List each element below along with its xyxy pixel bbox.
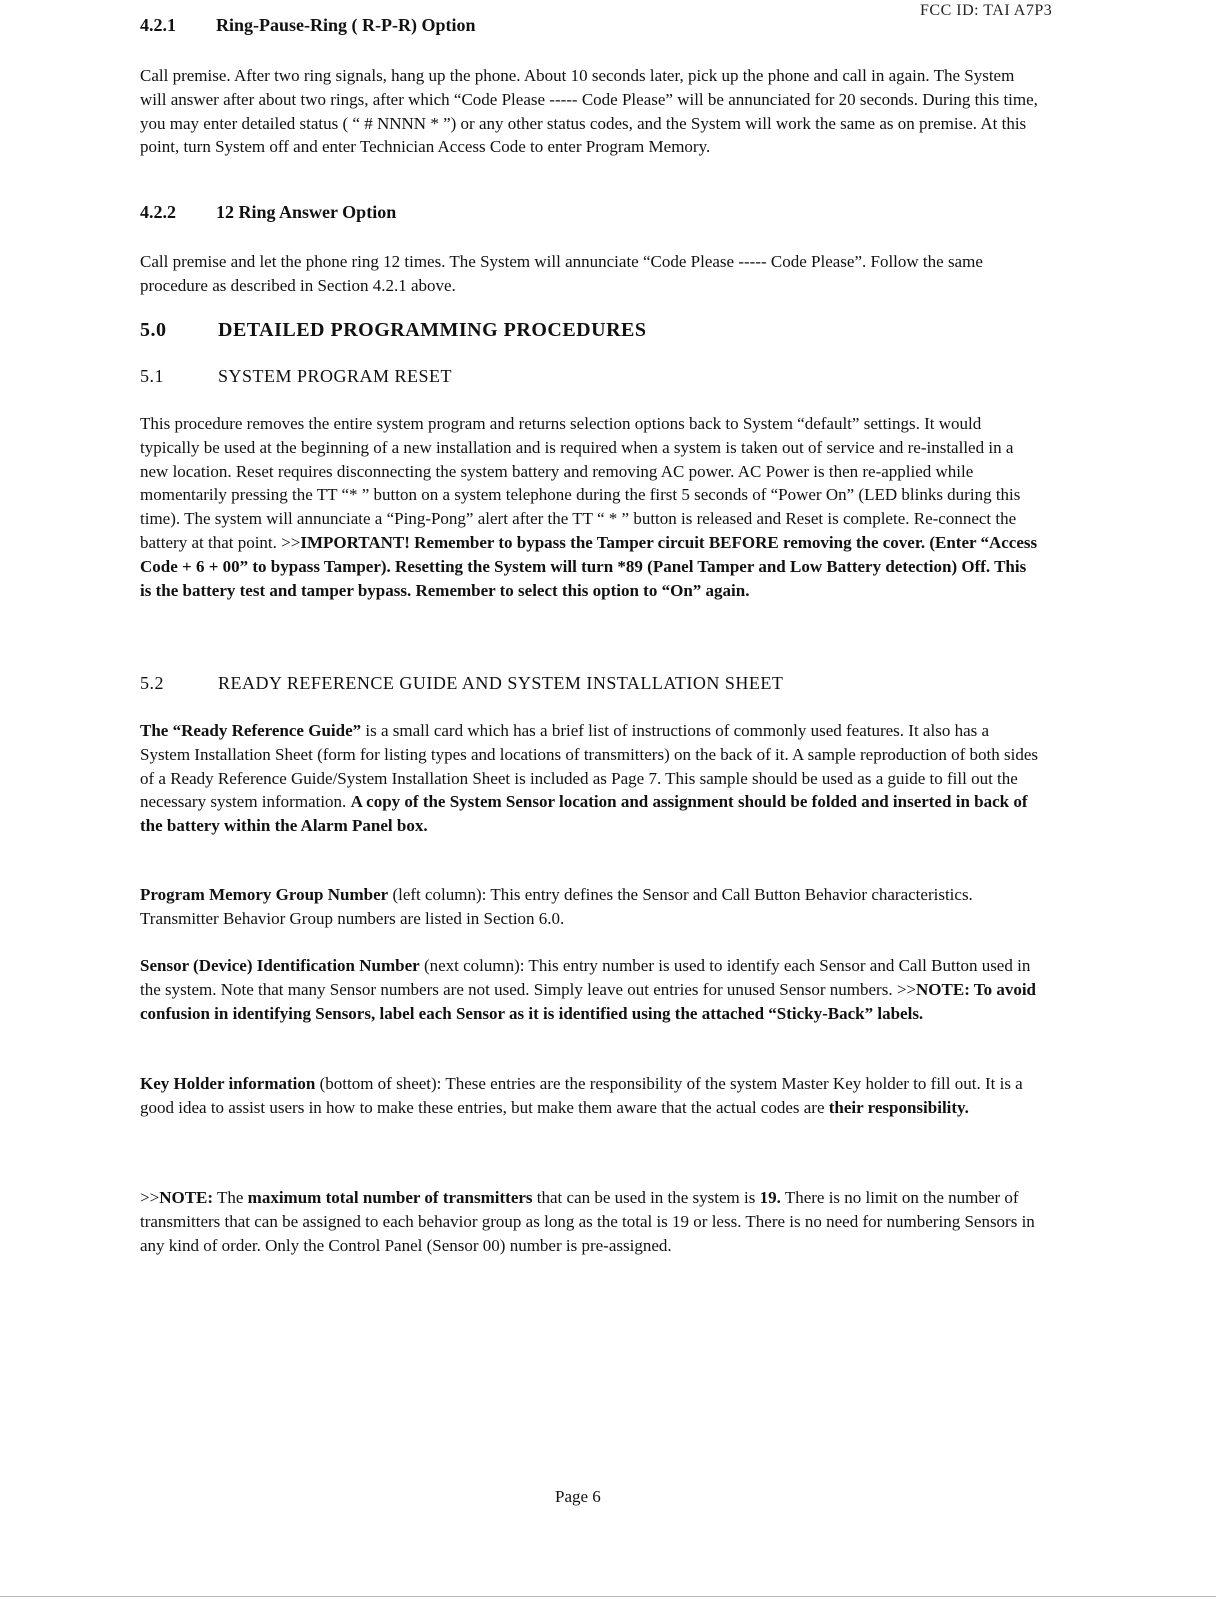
section-5-1-heading xyxy=(140,366,452,387)
section-title: 12 Ring Answer Option xyxy=(216,202,397,222)
section-4-2-2-body: Call premise and let the phone ring 12 times. The System will annunciate “Code Please ----- Code Please”. Follow the same procedure as described in Section 4.2.1 above. xyxy=(140,252,983,295)
max-transmitters-note xyxy=(140,1186,1040,1257)
key-holder-text: (bottom of sheet): These entries are the responsibility of the system Master Key holder to fill out. It is a good idea to assist users in how to make these entries, but make them aware that the actual codes are xyxy=(140,1074,1023,1117)
note-label: NOTE: xyxy=(159,1188,214,1207)
section-title: DETAILED PROGRAMMING PROCEDURES xyxy=(218,319,647,341)
sensor-id-paragraph xyxy=(140,954,1040,1025)
section-4-2-2-heading xyxy=(140,202,396,223)
note-emphasis: maximum total number of transmitters xyxy=(247,1188,533,1207)
program-memory-term: Program Memory Group Number xyxy=(140,885,389,904)
important-warning: IMPORTANT! Remember to bypass the Tamper circuit BEFORE removing the cover. (Enter “Access Code + 6 + 00” to bypass Tamper). Resetting the System will turn *89 (Panel Tamper and Low Battery detection) Off. This is the battery test and tamper bypass. Remember to select this option to “On” again. xyxy=(140,532,1038,600)
section-title: READY REFERENCE GUIDE AND SYSTEM INSTALLATION SHEET xyxy=(218,673,784,693)
section-5-0-heading xyxy=(140,319,646,342)
note-text-3: There is no limit on the number of transmitters that can be assigned to each behavior group as long as the total is 19 or less. There is no need for numbering Sensors in any kind of order. Only the Control Panel (Sensor 00) number is pre-assigned. xyxy=(140,1188,1035,1255)
reset-procedure-text: This procedure removes the entire system program and returns selection options back to System “default” settings. It would typically be used at the beginning of a new installation and is required when a system is taken out of service and re-installed in a new location. Reset requires disconnecting the system battery and removing AC power. AC Power is then re-applied while momentarily pressing the TT “* ” button on a system telephone during the first 5 seconds of “Power On” (LED blinks during this time). The system will annunciate a “Ping-Pong” alert after the TT “ * ” button is released and Reset is complete. Re-connect the battery at that point. >> xyxy=(140,414,1021,552)
ready-reference-text: is a small card which has a brief list of instructions of commonly used features. It also has a System Installation Sheet (form for listing types and locations of transmitters) on the back of it. A sample reproduction of both sides of a Ready Reference Guide/System Installation Sheet is included as Page 7. This sample should be used as a guide to fill out the necessary system information. xyxy=(140,721,1039,812)
program-memory-text: (left column): This entry defines the Sensor and Call Button Behavior characteristics. Transmitter Behavior Group numbers are listed in Section 6.0. xyxy=(140,885,973,928)
section-5-2-heading xyxy=(140,673,783,694)
section-number: 4.2.1 xyxy=(140,15,176,35)
section-number: 5.2 xyxy=(140,673,164,693)
note-max-number: 19. xyxy=(759,1188,781,1207)
sensor-copy-instruction: A copy of the System Sensor location and assignment should be folded and inserted in back of the battery within the Alarm Panel box. xyxy=(140,792,1028,836)
program-memory-paragraph xyxy=(140,883,1040,931)
section-4-2-1-heading xyxy=(140,15,476,36)
ready-reference-term: The “Ready Reference Guide” xyxy=(140,721,362,740)
labeling-note: NOTE: To avoid confusion in identifying Sensors, label each Sensor as it is identified using the attached “Sticky-Back” labels. xyxy=(140,979,1037,1023)
section-number: 5.0 xyxy=(140,319,167,341)
note-text-1: The xyxy=(213,1188,248,1207)
key-holder-term: Key Holder information xyxy=(140,1074,316,1093)
note-text-2: that can be used in the system is xyxy=(532,1188,760,1207)
section-number: 4.2.2 xyxy=(140,202,176,222)
scan-artifact-line xyxy=(0,1596,1216,1597)
key-holder-paragraph xyxy=(140,1072,1040,1120)
sensor-id-term: Sensor (Device) Identification Number xyxy=(140,956,420,975)
responsibility-emphasis: their responsibility. xyxy=(828,1097,969,1117)
page-number: Page 6 xyxy=(555,1487,601,1506)
section-number: 5.1 xyxy=(140,366,164,386)
section-5-1-body xyxy=(140,412,1040,602)
section-title: Ring-Pause-Ring ( R-P-R) Option xyxy=(216,15,476,35)
section-title: SYSTEM PROGRAM RESET xyxy=(218,366,453,386)
sensor-id-text: (next column): This entry number is used to identify each Sensor and Call Button used in the system. Note that many Sensor numbers are not used. Simply leave out entries for unused Sensor numbers. >> xyxy=(140,956,1031,999)
section-4-2-1-body: Call premise. After two ring signals, hang up the phone. About 10 seconds later, pick up the phone and call in again. The System will answer after about two rings, after which “Code Please ----- Code Please” will be annunciated for 20 seconds. During this time, you may enter detailed status ( “ # NNNN * ”) or any other status codes, and the System will work the same as on premise. At this point, turn System off and enter Technician Access Code to enter Program Memory. xyxy=(140,66,1038,157)
fcc-id-header: FCC ID: TAI A7P3 xyxy=(920,2,1053,19)
note-prefix: >> xyxy=(140,1188,160,1207)
ready-reference-paragraph xyxy=(140,719,1040,838)
